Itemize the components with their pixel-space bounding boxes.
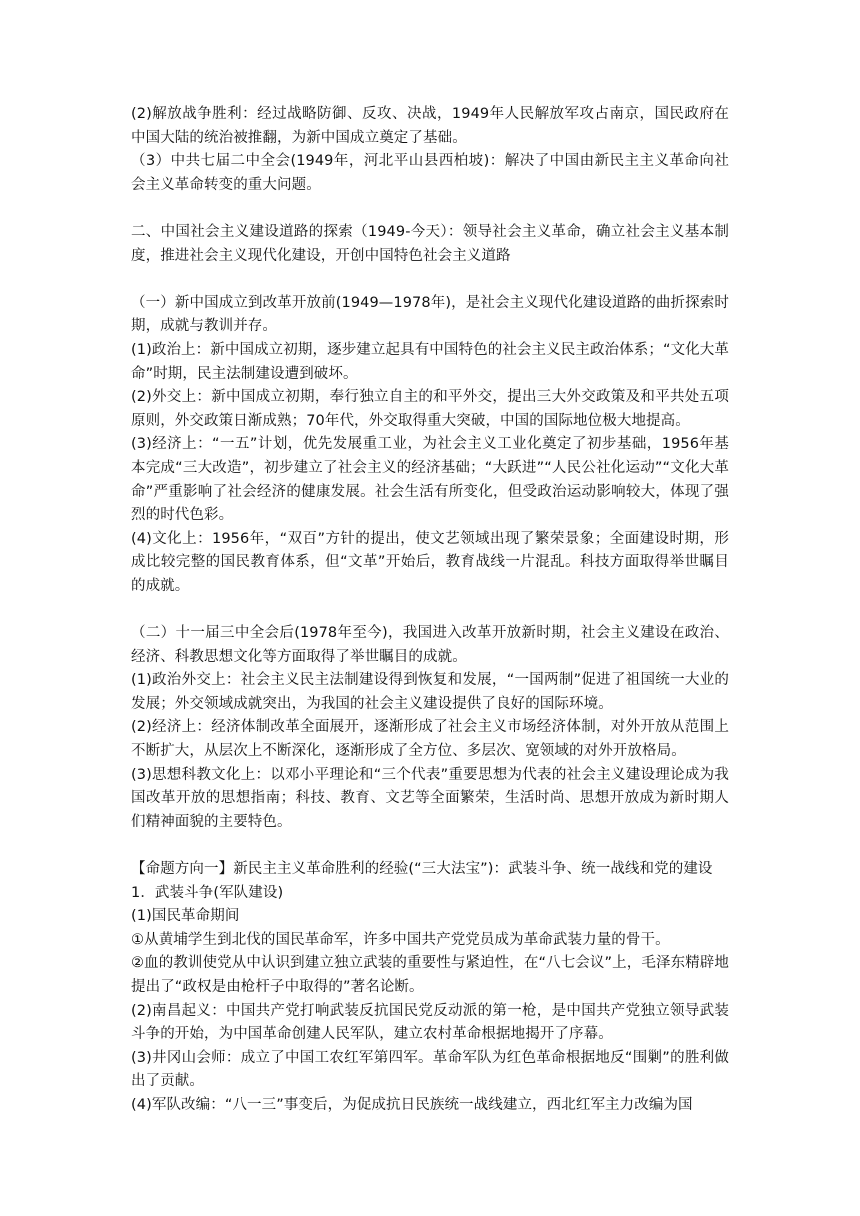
section-heading-two: 二、中国社会主义建设道路的探索（1949-今天）：领导社会主义革命，确立社会主义基本制度，推进社会主义现代化建设，开创中国特色社会主义道路 xyxy=(131,223,729,264)
topic-heading-one: 【命题方向一】新民主主义革命胜利的经验(“三大法宝”)：武装斗争、统一战线和党的建设 xyxy=(131,861,713,877)
blank-line xyxy=(131,197,729,221)
paragraph-politics: (1)政治上：新中国成立初期，逐步建立起具有中国特色的社会主义民主政治体系；“文化大革命”时期，民主法制建设遭到破坏。 xyxy=(131,341,729,382)
blank-line xyxy=(131,268,729,292)
subsection-one-intro: （一）新中国成立到改革开放前(1949—1978年)，是社会主义现代化建设道路的曲折探索时期，成就与教训并存。 xyxy=(131,294,729,335)
paragraph-second-plenum: （3）中共七届二中全会(1949年，河北平山县西柏坡)：解决了中国由新民主主义革命向社会主义革命转变的重大问题。 xyxy=(131,153,729,193)
paragraph-economy: (3)经济上：“一五”计划，优先发展重工业，为社会主义工业化奠定了初步基础，1956年基本完成“三大改造”，初步建立了社会主义的经济基础；“大跃进”“人民公社化运动”“文化大革命”严重影响了社会经济的健康发展。社会生活有所变化，但受政治运动影响较大，体现了强烈的时代色彩。 xyxy=(131,436,729,524)
paragraph-liberation-war: (2)解放战争胜利：经过战略防御、反攻、决战，1949年人民解放军攻占南京，国民政府在中国大陆的统治被推翻，为新中国成立奠定了基础。 xyxy=(131,106,729,146)
item-armed-struggle: 1．武装斗争(军队建设) xyxy=(131,884,284,901)
blank-line xyxy=(131,598,729,622)
subsection-two-intro: （二）十一届三中全会后(1978年至今)，我国进入改革开放新时期，社会主义建设在政治、经济、科教思想文化等方面取得了举世瞩目的成就。 xyxy=(131,625,729,665)
item-nanchang-uprising: (2)南昌起义：中国共产党打响武装反抗国民党反动派的第一枪，是中国共产党独立领导武装斗争的开始，为中国革命创建人民军队，建立农村革命根据地揭开了序幕。 xyxy=(131,1002,729,1043)
item-army-reorganization: (4)军队改编：“八一三”事变后，为促成抗日民族统一战线建立，西北红军主力改编为国 xyxy=(131,1096,693,1113)
paragraph-ideology-education: (3)思想科教文化上：以邓小平理论和“三个代表”重要思想为代表的社会主义建设理论成为我国改革开放的思想指南；科技、教育、文艺等全面繁荣，生活时尚、思想开放成为新时期人们精神面貌的主要特色。 xyxy=(131,766,729,830)
paragraph-culture: (4)文化上：1956年，“双百”方针的提出，使文艺领域出现了繁荣景象；全面建设时期，形成比较完整的国民教育体系，但“文革”开始后，教育战线一片混乱。科技方面取得举世瞩目的成就。 xyxy=(131,530,729,594)
item-jinggangshan: (3)井冈山会师：成立了中国工农红军第四军。革命军队为红色革命根据地反“围剿”的胜利做出了贡献。 xyxy=(131,1049,729,1090)
paragraph-politics-diplomacy: (1)政治外交上：社会主义民主法制建设得到恢复和发展，“一国两制”促进了祖国统一大业的发展；外交领域成就突出，为我国的社会主义建设提供了良好的国际环境。 xyxy=(131,672,729,712)
paragraph-economy-reform: (2)经济上：经济体制改革全面展开，逐渐形成了社会主义市场经济体制，对外开放从范围上不断扩大，从层次上不断深化，逐渐形成了全方位、多层次、宽领域的对外开放格局。 xyxy=(131,719,729,760)
document-body xyxy=(131,103,729,1118)
paragraph-diplomacy: (2)外交上：新中国成立初期，奉行独立自主的和平外交，提出三大外交政策及和平共处五项原则，外交政策日渐成熟；70年代，外交取得重大突破，中国的国际地位极大地提高。 xyxy=(131,389,729,429)
item-whampoa: ①从黄埔学生到北伐的国民革命军，许多中国共产党党员成为革命武装力量的骨干。 xyxy=(131,931,670,948)
blank-line xyxy=(131,834,729,858)
item-national-revolution: (1)国民革命期间 xyxy=(131,908,240,925)
item-august-seventh: ②血的教训使党从中认识到建立独立武装的重要性与紧迫性，在“八七会议”上，毛泽东精辟地提出了“政权是由枪杆子中取得的”著名论断。 xyxy=(131,955,729,995)
